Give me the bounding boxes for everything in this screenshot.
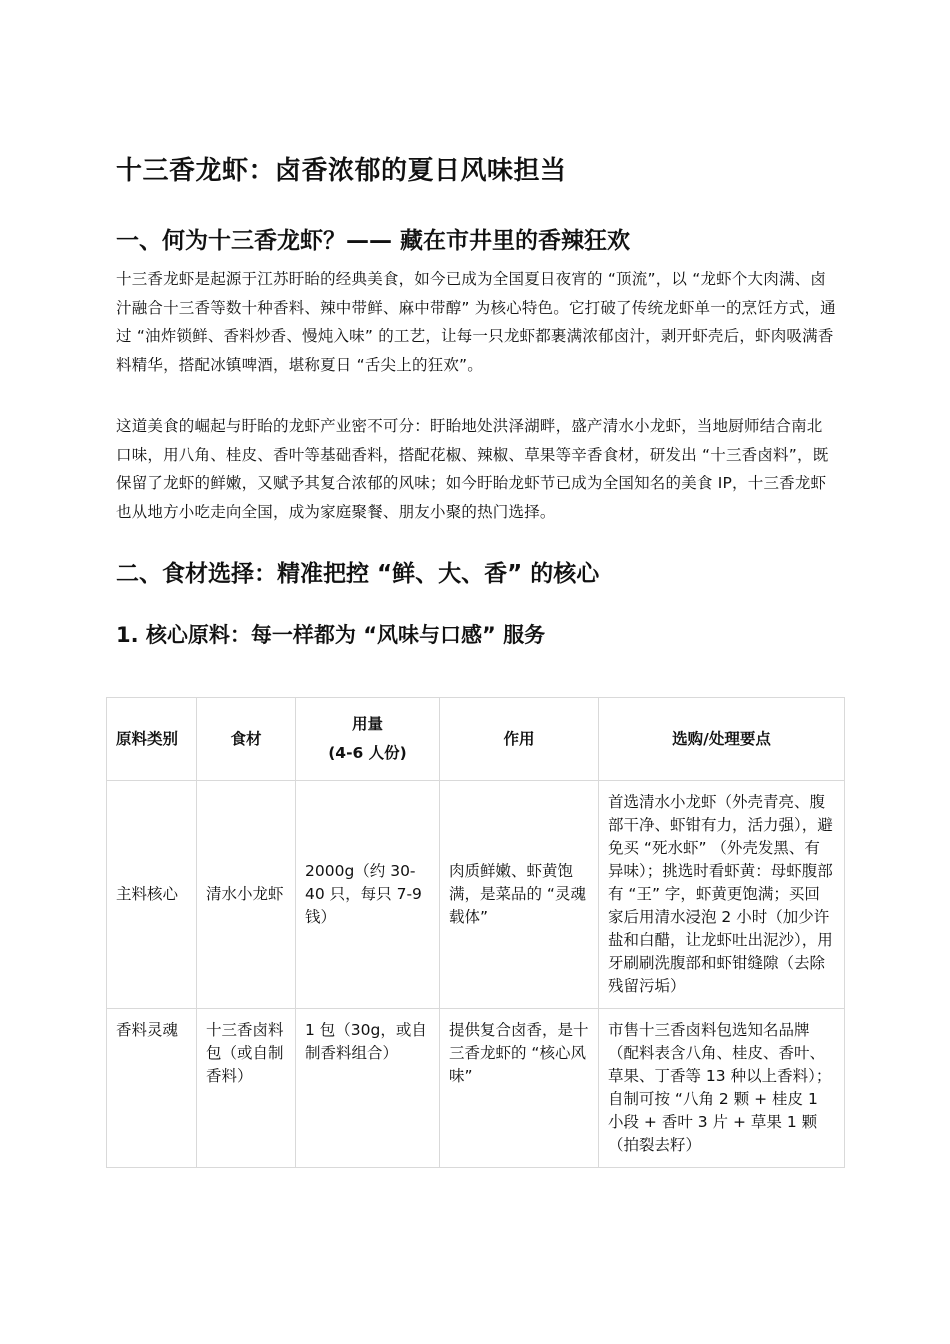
header-purpose: 作用 [440, 698, 599, 781]
cell-category: 香料灵魂 [107, 1009, 197, 1168]
section-1-paragraph-1: 十三香龙虾是起源于江苏盱眙的经典美食，如今已成为全国夏日夜宵的 “顶流”，以 “龙虾个大肉满、卤汁融合十三香等数十种香料、辣中带鲜、麻中带醇” 为核心特色。它打破了传统龙虾单一的烹饪方式，通过 “油炸锁鲜、香料炒香、慢炖入味” 的工艺，让每一只龙虾都裹满浓郁卤汁，剥开虾壳后，虾肉吸满香料精华，搭配冰镇啤酒，堪称夏日 “舌尖上的狂欢”。 [116, 270, 836, 374]
section-1-heading: 一、何为十三香龙虾？—— 藏在市井里的香辣狂欢 [116, 228, 631, 254]
page-title: 十三香龙虾：卤香浓郁的夏日风味担当 [116, 156, 567, 186]
section-1-paragraph-2: 这道美食的崛起与盱眙的龙虾产业密不可分：盱眙地处洪泽湖畔，盛产清水小龙虾，当地厨师结合南北口味，用八角、桂皮、香叶等基础香料，搭配花椒、辣椒、草果等辛香食材，研发出 “十三香卤料”，既保留了龙虾的鲜嫩，又赋予其复合浓郁的风味；如今盱眙龙虾节已成为全国知名的美食 IP，十三香龙虾也从地方小吃走向全国，成为家庭聚餐、朋友小聚的热门选择。 [116, 417, 829, 521]
table-row [107, 781, 845, 1009]
cell-ingredient: 清水小龙虾 [197, 781, 296, 1009]
cell-tips: 市售十三香卤料包选知名品牌（配料表含八角、桂皮、香叶、草果、丁香等 13 种以上香料）；自制可按 “八角 2 颗 + 桂皮 1 小段 + 香叶 3 片 + 草果 1 颗（拍裂去籽） [599, 1009, 845, 1168]
cell-ingredient: 十三香卤料包（或自制香料） [197, 1009, 296, 1168]
header-tips: 选购/处理要点 [599, 698, 845, 781]
cell-amount: 2000g（约 30-40 只，每只 7-9 钱） [296, 781, 440, 1009]
header-amount [296, 698, 440, 781]
header-amount-label: 用量 [351, 715, 383, 733]
cell-purpose: 提供复合卤香，是十三香龙虾的 “核心风味” [440, 1009, 599, 1168]
cell-tips: 首选清水小龙虾（外壳青亮、腹部干净、虾钳有力，活力强），避免买 “死水虾” （外壳发黑、有异味）；挑选时看虾黄：母虾腹部有 “王” 字，虾黄更饱满；买回家后用清水浸泡 2 小时（加少许盐和白醋，让龙虾吐出泥沙），用牙刷刷洗腹部和虾钳缝隙（去除残留污垢） [599, 781, 845, 1009]
ingredients-table [106, 697, 845, 1168]
header-ingredient: 食材 [197, 698, 296, 781]
table-header-row [107, 698, 845, 781]
cell-amount: 1 包（30g，或自制香料组合） [296, 1009, 440, 1168]
cell-purpose: 肉质鲜嫩、虾黄饱满，是菜品的 “灵魂载体” [440, 781, 599, 1009]
header-category: 原料类别 [107, 698, 197, 781]
section-2-heading: 二、食材选择：精准把控 “鲜、大、香” 的核心 [116, 561, 600, 587]
table-row [107, 1009, 845, 1168]
subsection-heading: 1. 核心原料：每一样都为 “风味与口感” 服务 [116, 623, 546, 647]
cell-category: 主料核心 [107, 781, 197, 1009]
header-amount-sub: (4-6 人份) [328, 744, 407, 762]
